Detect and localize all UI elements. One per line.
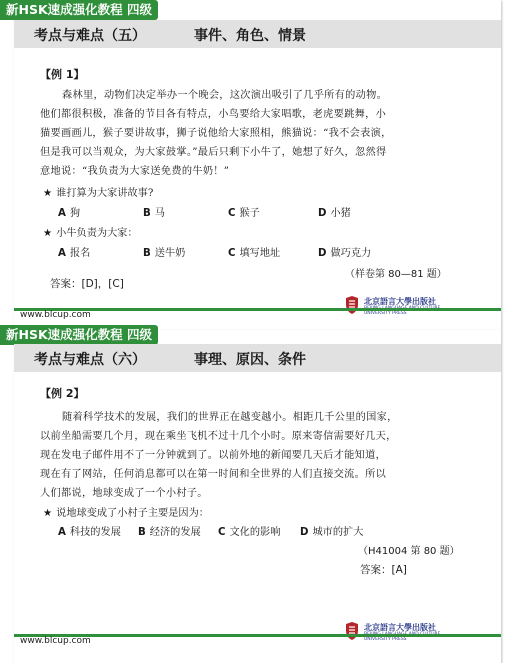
section-number: 考点与难点（六）: [34, 352, 146, 368]
section-topic: 事件、角色、情景: [194, 28, 306, 44]
question-1: [43, 504, 209, 519]
option-c[interactable]: C 填写地址: [228, 248, 281, 259]
reading-passage: [40, 86, 475, 181]
option-b[interactable]: B 马: [143, 208, 165, 219]
publisher-logo: [344, 622, 474, 642]
star-bullet-icon: ★: [43, 188, 53, 199]
passage-line: 但是我可以当观众，为大家鼓掌。”最后只剩下小牛了，她想了好久，忽然得: [40, 147, 387, 158]
publisher-emblem-icon: [344, 296, 360, 314]
option-d[interactable]: D 做巧克力: [318, 248, 372, 259]
section-number: 考点与难点（五）: [34, 28, 146, 44]
slide-2: [0, 327, 515, 663]
reading-passage: [40, 408, 475, 503]
question-2: [43, 224, 138, 239]
question-text: 说地球变成了小村子主要是因为：: [56, 508, 209, 519]
passage-line: 森林里，动物们决定举办一个晚会，这次演出吸引了几乎所有的动物。: [62, 90, 388, 101]
passage-line: 现在有了网站，任何消息都可以在第一时间和全世界的人们直接交流。所以: [40, 469, 387, 480]
example-label: 【例 1】: [40, 68, 85, 81]
option-d[interactable]: D 城市的扩大: [300, 527, 364, 538]
answer: 答案：[D]，[C]: [50, 278, 124, 290]
option-c[interactable]: C 文化的影响: [218, 527, 281, 538]
website-link[interactable]: www.blcup.com: [20, 310, 91, 320]
section-heading: [14, 20, 501, 48]
passage-line: 意地说：“我负责为大家送免费的牛奶！”: [40, 166, 230, 177]
option-c[interactable]: C 猴子: [228, 208, 260, 219]
passage-line: 猫要画画儿，猴子要讲故事，狮子说他给大家照相，熊猫说：“我不会表演，: [40, 128, 392, 139]
slide-1: [0, 0, 515, 330]
option-b[interactable]: B 送牛奶: [143, 248, 186, 259]
option-a[interactable]: A 科技的发展: [58, 527, 121, 538]
publisher-name-cn: 北京語言大學出版社: [364, 296, 436, 306]
section-topic: 事理、原因、条件: [194, 352, 306, 368]
passage-line: 随着科学技术的发展，我们的世界正在越变越小。相距几千公里的国家，: [62, 412, 398, 423]
star-bullet-icon: ★: [43, 508, 53, 519]
question-text: 小牛负责为大家：: [56, 228, 138, 239]
question-text: 谁打算为大家讲故事?: [56, 188, 154, 199]
question-1: [43, 184, 153, 199]
website-link[interactable]: www.blcup.com: [20, 636, 91, 646]
source-note: （样卷第 80—81 题）: [345, 269, 447, 280]
section-heading: [14, 344, 501, 372]
answer: 答案：[A]: [360, 564, 407, 576]
passage-line: 人们都说，地球变成了一个小村子。: [40, 488, 208, 499]
course-tag: 新HSK速成强化教程 四级: [0, 325, 158, 345]
option-a[interactable]: A 报名: [58, 248, 91, 259]
example-label: 【例 2】: [40, 387, 85, 400]
publisher-name-cn: 北京語言大學出版社: [364, 622, 436, 632]
publisher-emblem-icon: [344, 622, 360, 640]
publisher-name-en: UNIVERSITY PRESS: [364, 637, 407, 642]
course-tag: 新HSK速成强化教程 四级: [0, 0, 158, 20]
passage-line: 现在发电子邮件用不了一分钟就到了。以前外地的新闻要几天后才能知道，: [40, 450, 387, 461]
star-bullet-icon: ★: [43, 228, 53, 239]
publisher-logo: [344, 296, 474, 316]
passage-line: 他们都很积极，准备的节目各有特点，小鸟要给大家唱歌，老虎要跳舞，小: [40, 109, 387, 120]
passage-line: 以前坐船需要几个月，现在乘坐飞机不过十几个小时。原来寄信需要好几天，: [40, 431, 397, 442]
option-d[interactable]: D 小猪: [318, 208, 351, 219]
option-b[interactable]: B 经济的发展: [138, 527, 201, 538]
option-a[interactable]: A 狗: [58, 208, 81, 219]
source-note: （H41004 第 80 题）: [358, 546, 460, 557]
publisher-name-en: UNIVERSITY PRESS: [364, 311, 407, 316]
